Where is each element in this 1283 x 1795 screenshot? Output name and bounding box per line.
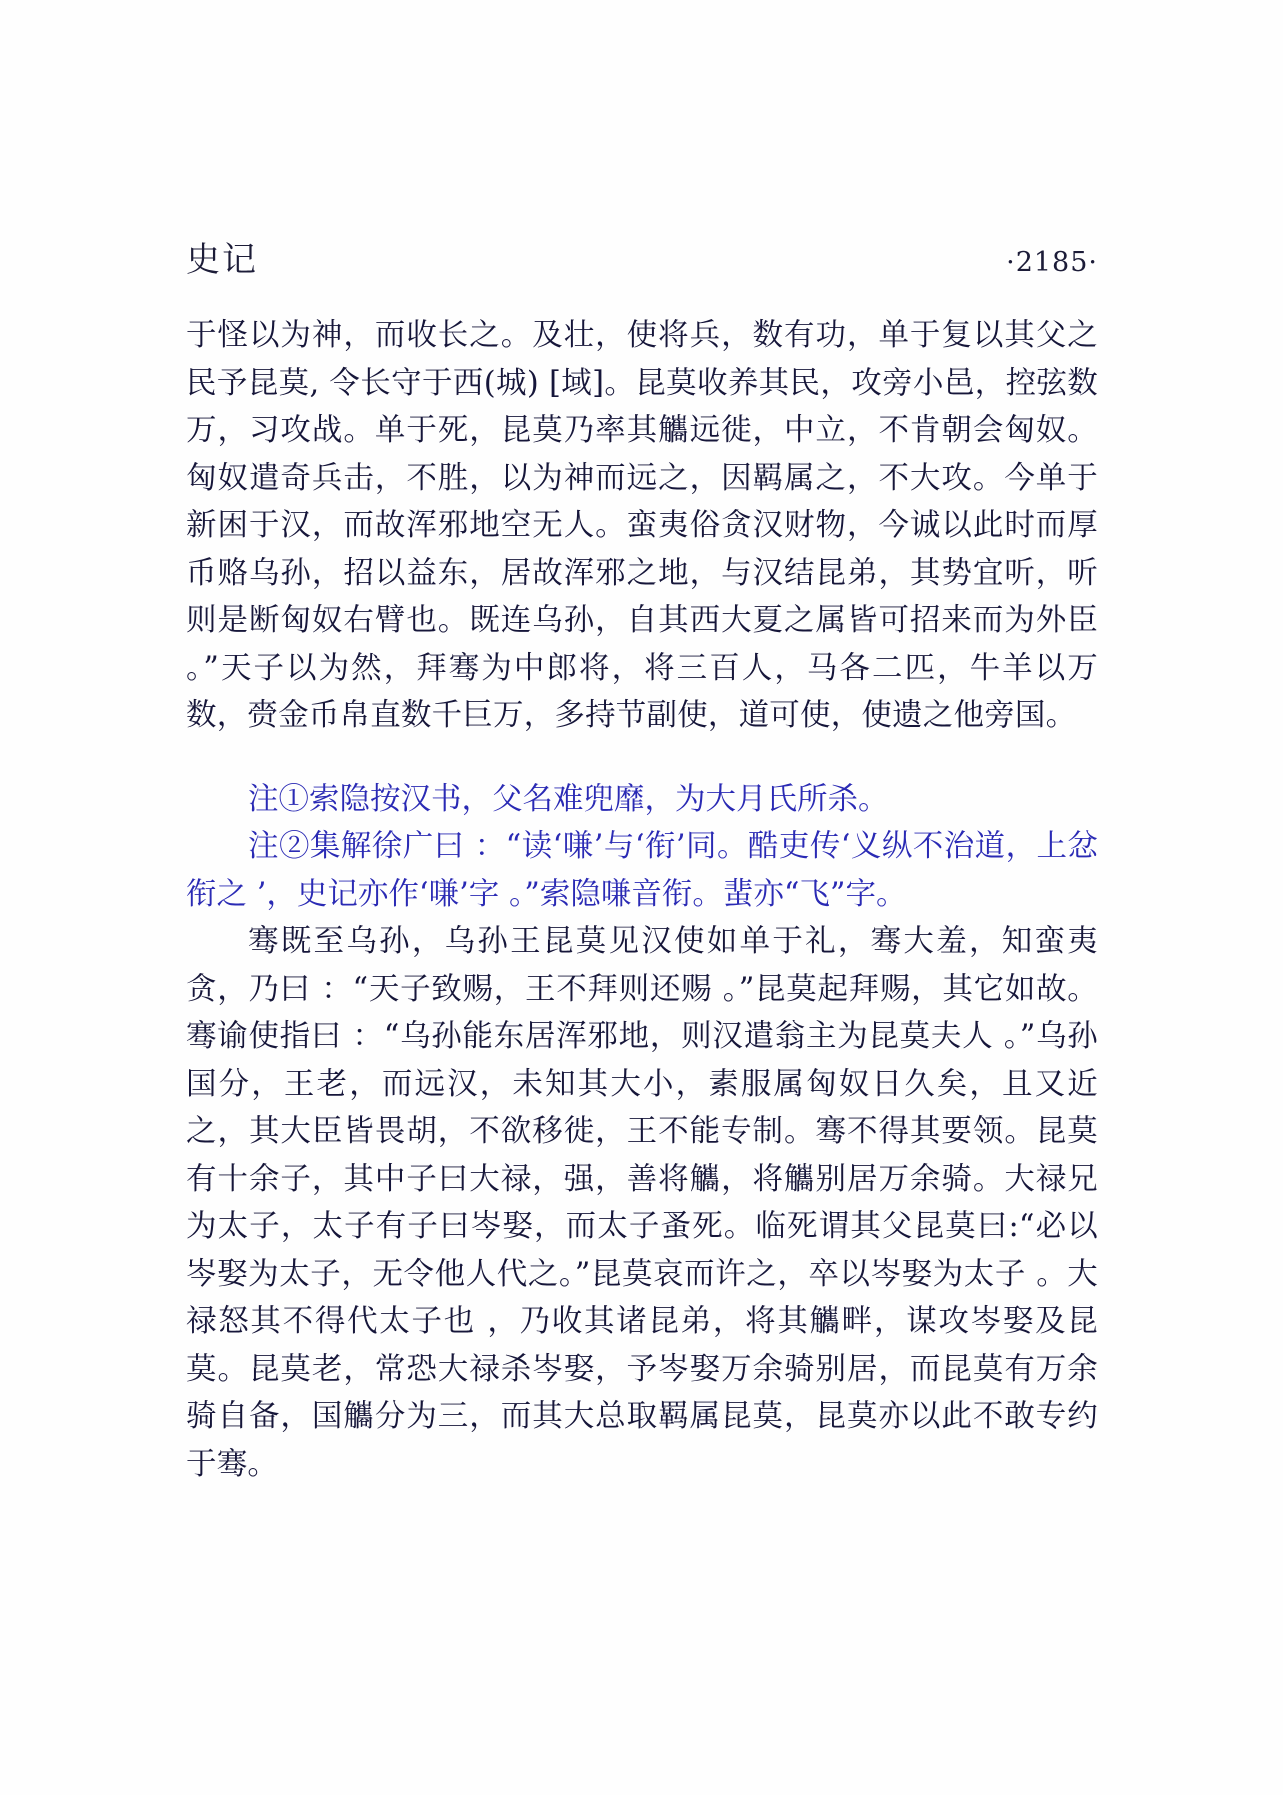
annotation-note-2: 注②集解徐广曰 ：“读‘嗛’与‘衔’同。酷吏传‘义纵不治道，上忿衔之 ’，史记亦作‘嗛’字 。”索隐嗛音衔。蜚亦“飞”字。 — [186, 829, 1098, 912]
page-content-area — [186, 232, 1098, 1488]
book-title: 史记 — [186, 240, 258, 280]
page-number: ·2185· — [1006, 247, 1098, 278]
body-text — [186, 312, 1098, 1488]
paragraph-main-2: 骞既至乌孙，乌孙王昆莫见汉使如单于礼，骞大羞，知蛮夷贪，乃曰 ：“天子致赐，王不拜则还赐 。”昆莫起拜赐，其它如故。骞谕使指曰 ：“乌孙能东居浑邪地，则汉遣翁主为昆莫夫人 。”乌孙国分，王老，而远汉，未知其大小，素服属匈奴日久矣，且又近之，其大臣皆畏胡，不欲移徙，王不能专制。骞不得其要领。昆莫有十余子，其中子曰大禄，强，善将觿，将觿别居万余骑。大禄兄为太子，太子有子曰岑娶，而太子蚤死。临死谓其父昆莫曰:“必以岑娶为太子，无令他人代之。”昆莫哀而许之，卒以岑娶为太子 。大禄怒其不得代太子也 ，乃收其诸昆弟，将其觿畔，谋攻岑娶及昆莫。昆莫老，常恐大禄杀岑娶，予岑娶万余骑别居，而昆莫有万余骑自备，国觿分为三，而其大总取羁属昆莫，昆莫亦以此不敢专约于骞。 — [186, 924, 1098, 1482]
running-head — [186, 232, 1098, 288]
paragraph-spacer — [186, 740, 1098, 776]
paragraph-main-1: 于怪以为神，而收长之。及壮，使将兵，数有功，单于复以其父之民予昆莫, 令长守于西(城) [域]。昆莫收养其民，攻旁小邑，控弦数万，习攻战。单于死，昆莫乃率其觿远徙，中立，不肯朝会匈奴。匈奴遣奇兵击，不胜，以为神而远之，因羁属之，不大攻。今单于新困于汉，而故浑邪地空无人。蛮夷俗贪汉财物，今诚以此时而厚币赂乌孙，招以益东，居故浑邪之地，与汉结昆弟，其势宜听，听则是断匈奴右臂也。既连乌孙，自其西大夏之属皆可招来而为外臣 。”天子以为然，拜骞为中郎将，将三百人，马各二匹，牛羊以万数，赍金币帛直数千巨万，多持节副使，道可使，使遗之他旁国。 — [186, 318, 1098, 733]
annotation-note-1: 注①索隐按汉书，父名难兜靡，为大月氏所杀。 — [248, 781, 889, 817]
